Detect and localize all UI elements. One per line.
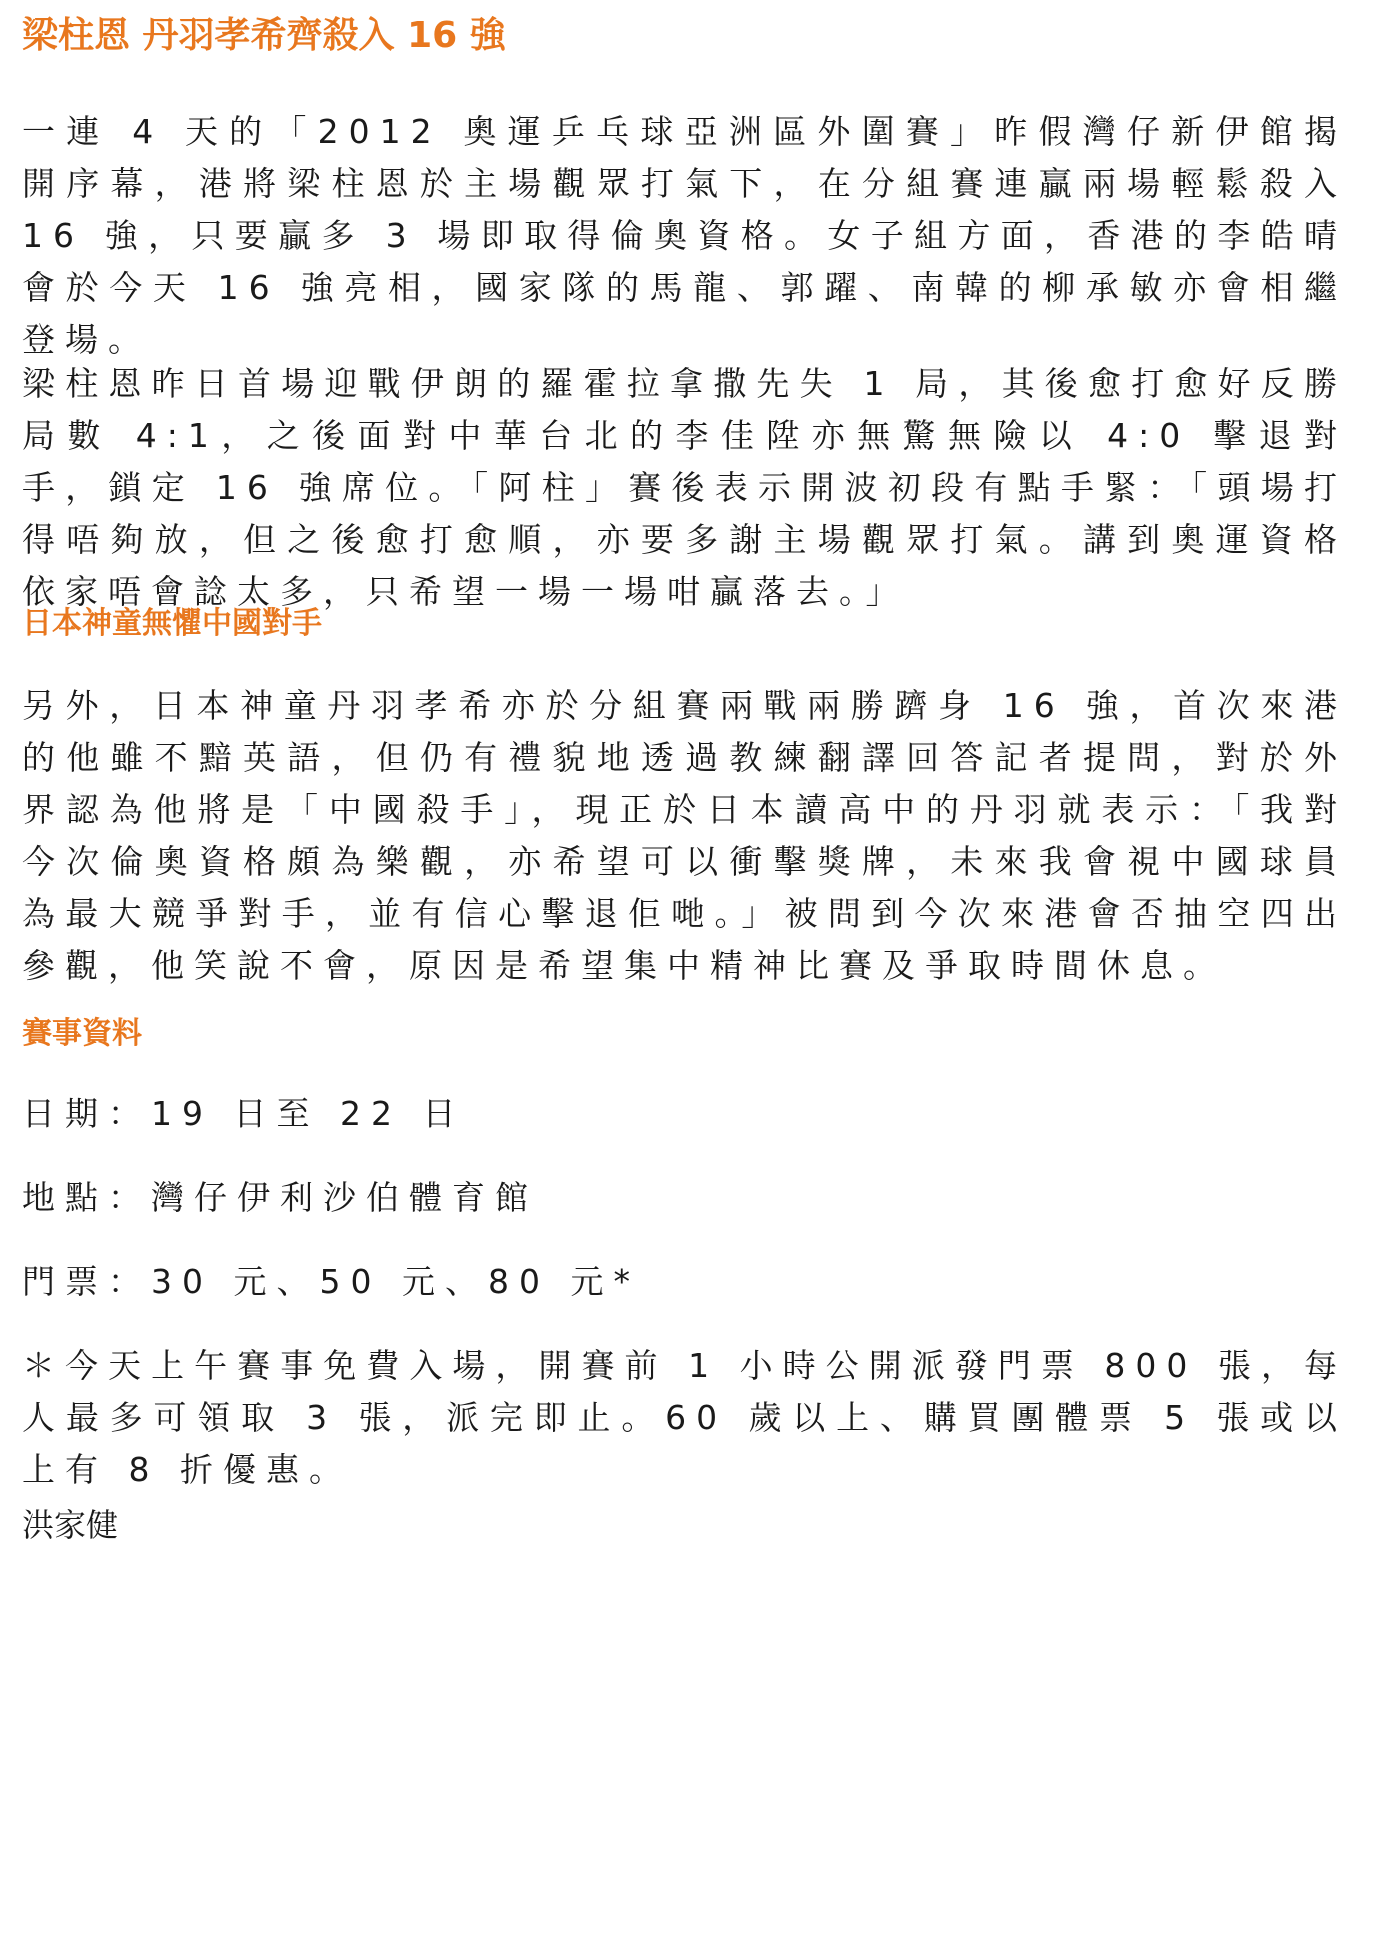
info-venue: 地點：灣仔伊利沙伯體育館 (22, 1178, 538, 1217)
subheading-japan-prodigy: 日本神童無懼中國對手 (22, 606, 322, 641)
info-tickets: 門票：30 元、50 元、80 元* (22, 1262, 640, 1301)
paragraph-match-report: 梁柱恩昨日首場迎戰伊朗的羅霍拉拿撒先失 1 局，其後愈打愈好反勝局數 4:1，之後面對中華台北的李佳陞亦無驚無險以 4:0 擊退對手，鎖定 16 強席位。「阿柱」賽後表示開波初段有點手緊：「頭場打得唔夠放，但之後愈打愈順，亦要多謝主場觀眾打氣。講到奧運資格依家唔會諗太多，只希望一場一場咁贏落去。」 (22, 364, 1347, 611)
paragraph-intro: 一連 4 天的「2012 奧運乒乓球亞洲區外圍賽」昨假灣仔新伊館揭開序幕，港將梁柱恩於主場觀眾打氣下，在分組賽連贏兩場輕鬆殺入 16 強，只要贏多 3 場即取得倫奧資格。女子組方面，香港的李皓晴會於今天 16 強亮相，國家隊的馬龍、郭躍、南韓的柳承敏亦會相繼登場。 (22, 112, 1347, 359)
page-title: 梁柱恩 丹羽孝希齊殺入 16 強 (22, 15, 506, 56)
paragraph-japan-prodigy: 另外，日本神童丹羽孝希亦於分組賽兩戰兩勝躋身 16 強，首次來港的他雖不黯英語，但仍有禮貌地透過教練翻譯回答記者提問，對於外界認為他將是「中國殺手」，現正於日本讀高中的丹羽就表示：「我對今次倫奧資格頗為樂觀，亦希望可以衝擊獎牌，未來我會視中國球員為最大競爭對手，並有信心擊退佢哋。」被問到今次來港會否抽空四出參觀，他笑說不會，原因是希望集中精神比賽及爭取時間休息。 (22, 686, 1347, 985)
info-date: 日期：19 日至 22 日 (22, 1094, 466, 1133)
subheading-event-info: 賽事資料 (22, 1016, 142, 1051)
author-byline: 洪家健 (22, 1506, 119, 1544)
ticket-footnote: ＊今天上午賽事免費入場，開賽前 1 小時公開派發門票 800 張，每人最多可領取 3 張，派完即止。60 歲以上、購買團體票 5 張或以上有 8 折優惠。 (22, 1346, 1347, 1489)
